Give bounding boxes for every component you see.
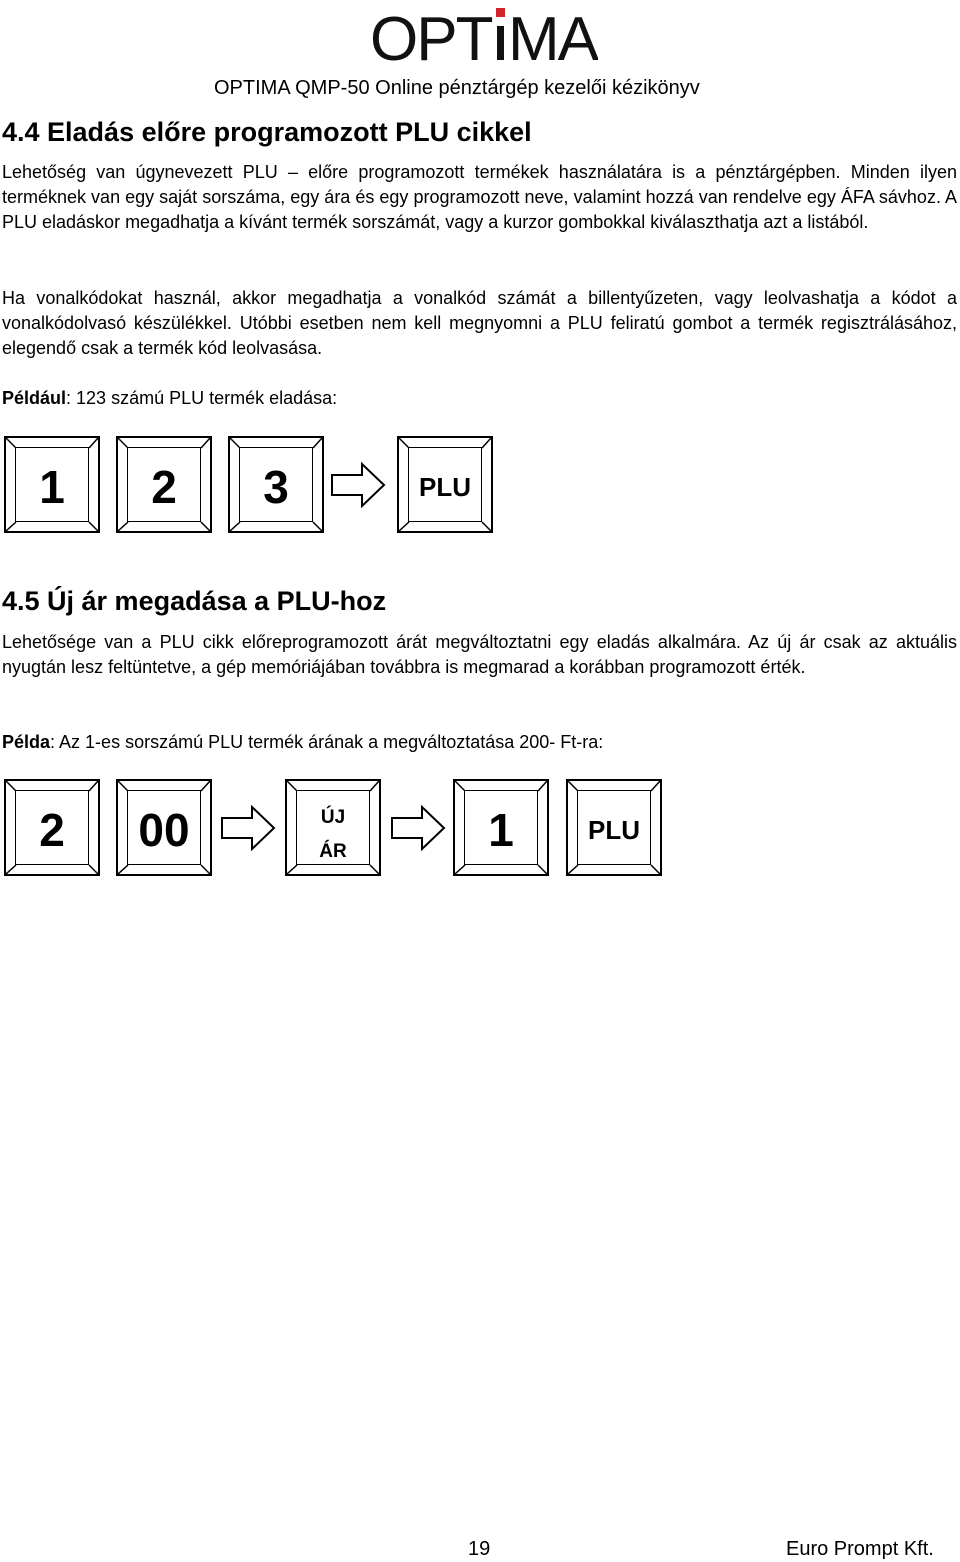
key-2: 2: [4, 779, 100, 876]
svg-text:OPT: OPT: [370, 5, 492, 68]
section-heading-4-5: 4.5 Új ár megadása a PLU-hoz: [2, 586, 387, 616]
section-4-4-example: [2, 386, 957, 411]
section-heading-4-4: 4.4 Eladás előre programozott PLU cikkel: [2, 117, 532, 147]
key-00: 00: [116, 779, 212, 876]
optima-logo: [366, 2, 598, 68]
key-1: 1: [453, 779, 549, 876]
key-2: 2: [116, 436, 212, 533]
page-number: 19: [468, 1538, 491, 1560]
section-4-4-paragraph-1: Lehetőség van úgynevezett PLU – előre programozott termékek használatára is a pénztárgépben. Minden ilyen terméknek van egy saját sorszáma, egy ára és egy programozott neve, valamint hozzá van rendelve egy ÁFA sávhoz. A PLU eladáskor megadhatja a kívánt termék sorszámát, vagy a kurzor gombokkal kiválaszthatja azt a listából.: [2, 162, 957, 232]
key-1: 1: [4, 436, 100, 533]
arrow-right-icon: [330, 462, 386, 508]
arrow-right-icon: [220, 805, 276, 851]
key-3: 3: [228, 436, 324, 533]
key-sequence-new-price: [0, 779, 960, 883]
example-text: : Az 1-es sorszámú PLU termék árának a megváltoztatása 200- Ft-ra:: [50, 732, 604, 752]
key-new-price: ÚJ ÁR: [285, 779, 381, 876]
section-4-5-paragraph-1: Lehetősége van a PLU cikk előreprogramozott árát megváltoztatni egy eladás alkalmára. Az új ár csak az aktuális nyugtán lesz feltüntetve, a gép memóriájában továbbra is megmarad a korábban programozott érték.: [2, 632, 957, 677]
manual-subtitle: OPTIMA QMP-50 Online pénztárgép kezelői kézikönyv: [214, 77, 700, 99]
example-label: Példa: [2, 732, 51, 752]
section-4-5-example: [2, 730, 957, 755]
example-text: : 123 számú PLU termék eladása:: [66, 388, 338, 408]
company-name: Euro Prompt Kft.: [786, 1538, 934, 1560]
section-4-4-paragraph-2: Ha vonalkódokat használ, akkor megadhatja a vonalkód számát a billentyűzeten, vagy leolvashatja a kódot a vonalkódolvasó készülékkel. Utóbbi esetben nem kell megnyomni a PLU feliratú gombot a termék regisztrálásához, elegendő csak a termék kód leolvasása.: [2, 288, 957, 358]
arrow-right-icon: [390, 805, 446, 851]
key-sequence-plu-sale: [0, 436, 960, 540]
example-label: Például: [2, 388, 67, 408]
key-plu: PLU: [397, 436, 493, 533]
svg-text:MA: MA: [508, 5, 597, 68]
key-plu: PLU: [566, 779, 662, 876]
